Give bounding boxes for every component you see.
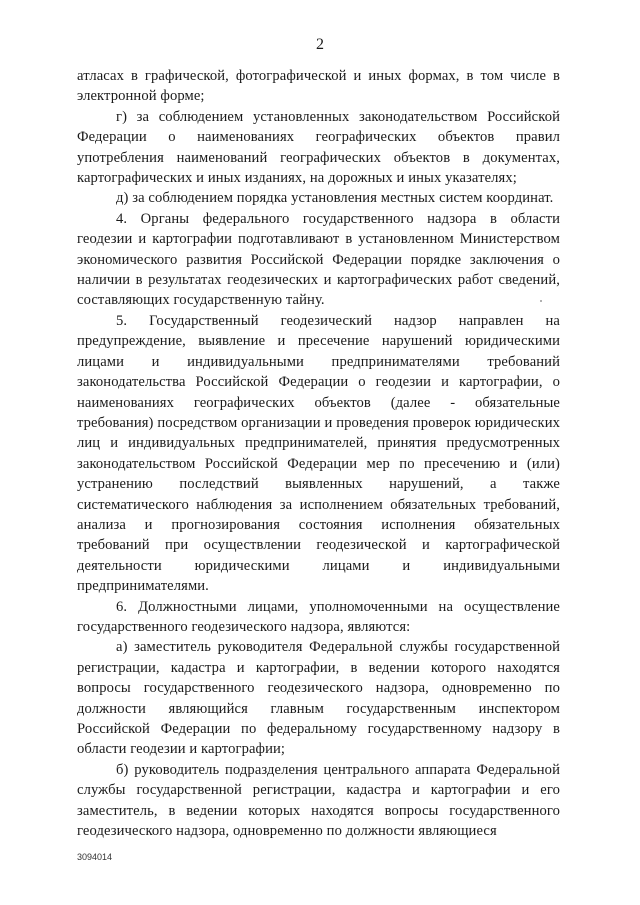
paragraph-item-g: г) за соблюдением установленных законодательством Российской Федерации о наименованиях географических объектов правил употребления наименований географических объектов в документах, картографических и иных изданиях, на дорожных и иных указателях; [77,108,560,187]
scan-speck [540,300,542,302]
paragraph-continuation: атласах в графической, фотографической и иных формах, в том числе в электронной форме; [77,68,560,105]
paragraph-item-d: д) за соблюдением порядка установления местных систем координат. [116,190,554,207]
page-number: 2 [316,36,324,53]
document-code: 3094014 [77,852,113,862]
paragraph-item-a: а) заместитель руководителя Федеральной службы государственной регистрации, кадастра и картографии, в ведении которого находятся вопросы государственного геодезического надзора, одновременно по должности являющийся главным государственным инспектором Российской Федерации по федеральному государственному надзору в области геодезии и картографии; [77,639,560,758]
paragraph-5: 5. Государственный геодезический надзор направлен на предупреждение, выявление и пресечение нарушений юридическими лицами и индивидуальными предпринимателями требований законодательства Российской Федерации о геодезии и картографии, о наименованиях географических объектов (далее - обязательные требования) посредством организации и проведения проверок юридических лиц и индивидуальных предпринимателей, принятия предусмотренных законодательством Российской Федерации мер по пресечению и (или) устранению последствий выявленных нарушений, а также систематического наблюдения за исполнением обязательных требований, анализа и прогнозирования состояния исполнения обязательных требований при осуществлении геодезической и картографической деятельности юридическими лицами и индивидуальными предпринимателями. [77,312,560,595]
document-body [77,66,560,841]
paragraph-4: 4. Органы федерального государственного надзора в области геодезии и картографии подготавливают в установленном Министерством экономического развития Российской Федерации порядке заключения о наличии в результатах геодезических и картографических работ сведений, составляющих государственную тайну. [77,210,560,309]
paragraph-item-b: б) руководитель подразделения центрального аппарата Федеральной службы государственной регистрации, кадастра и картографии и его заместитель, в ведении которых находятся вопросы государственного геодезического надзора, одновременно по должности являющиеся [77,761,560,840]
paragraph-6: 6. Должностными лицами, уполномоченными на осуществление государственного геодезического надзора, являются: [77,598,560,635]
